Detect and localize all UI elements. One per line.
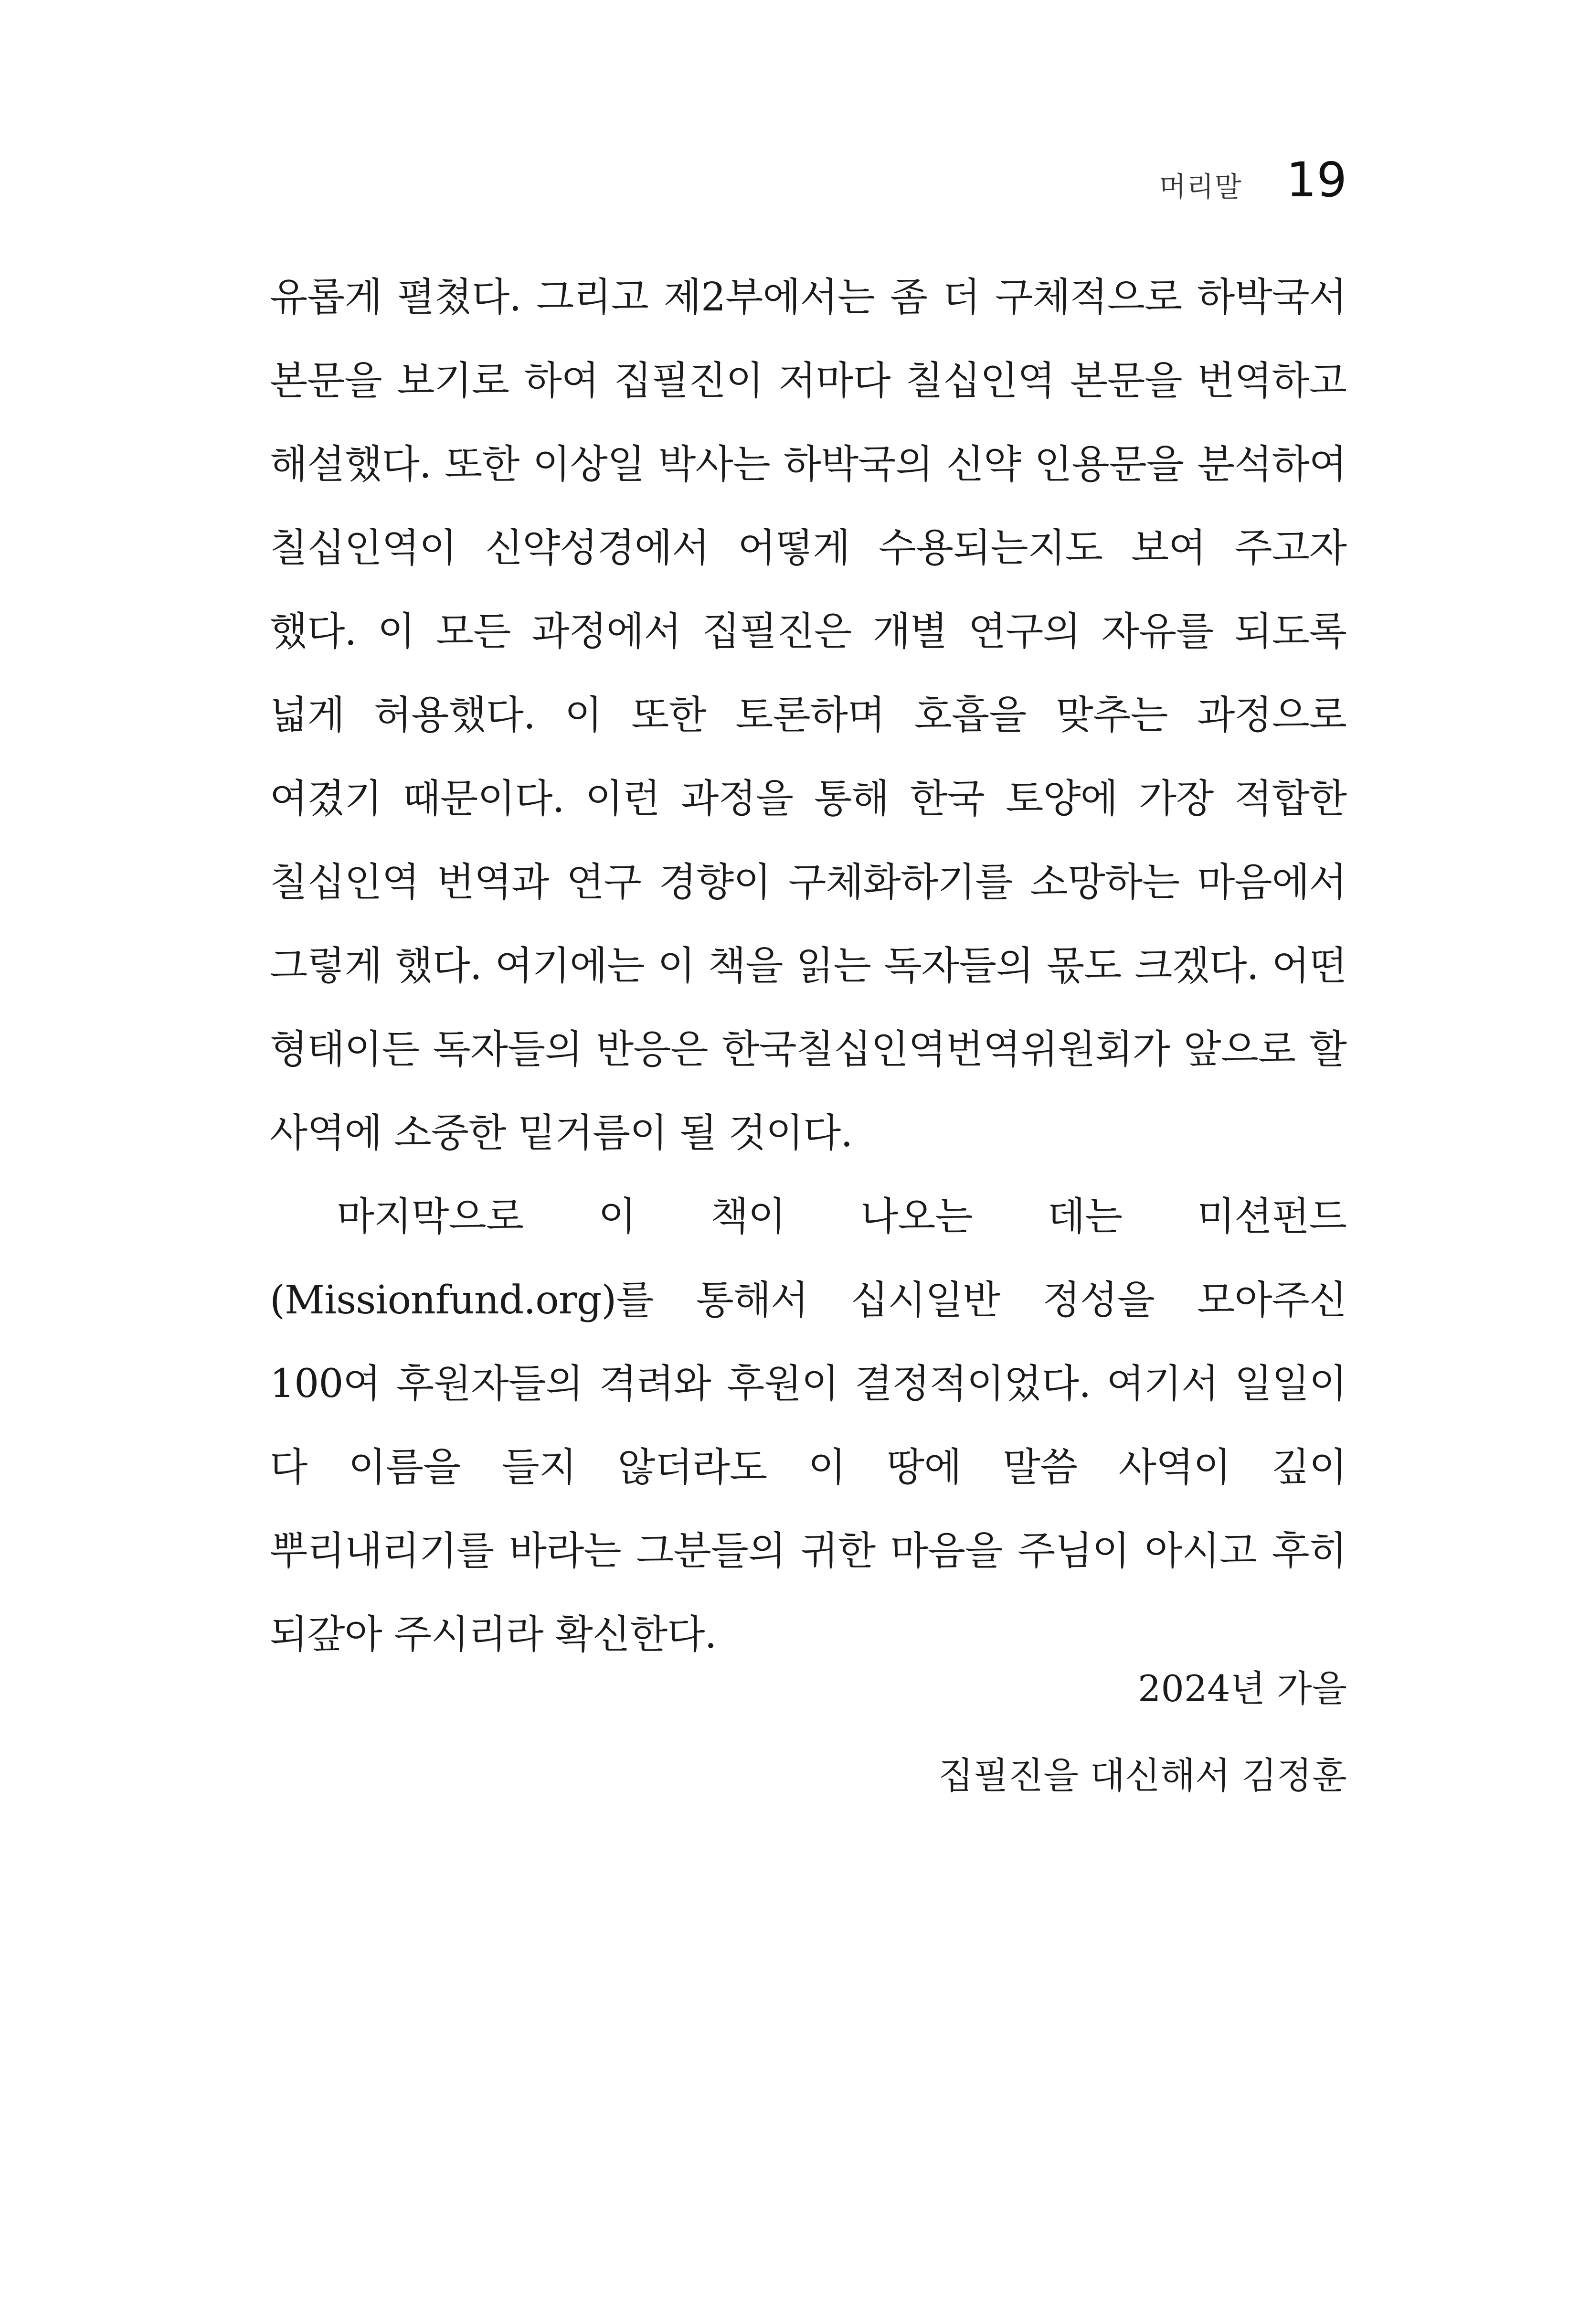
signature-author: 집필진을 대신해서 김정훈 [938, 1754, 1347, 1797]
paragraph-1: 유롭게 펼쳤다. 그리고 제2부에서는 좀 더 구체적으로 하박국서 본문을 보기로 하여 집필진이 저마다 칠십인역 본문을 번역하고 해설했다. 또한 이상일 박사는 하박국의 신약 인용문을 분석하여 칠십인역이 신약성경에서 어떻게 수용되는지도 보여 주고자 했다. 이 모든 과정에서 집필진은 개별 연구의 자유를 되도록 넓게 허용했다. 이 또한 토론하며 호흡을 맞추는 과정으로 여겼기 때문이다. 이런 과정을 통해 한국 토양에 가장 적합한 칠십인역 번역과 연구 경향이 구체화하기를 소망하는 마음에서 그렇게 했다. 여기에는 이 책을 읽는 독자들의 몫도 크겠다. 어떤 형태이든 독자들의 반응은 한국칠십인역번역위원회가 앞으로 할 사역에 소중한 밑거름이 될 것이다. [270, 275, 1346, 1156]
page-header [1159, 152, 1347, 208]
signature [938, 1645, 1347, 1819]
paragraph-2: 마지막으로 이 책이 나오는 데는 미션펀드(Missionfund.org)를 통해서 십시일반 정성을 모아주신 100여 후원자들의 격려와 후원이 결정적이었다. 여기서 일일이 다 이름을 들지 않더라도 이 땅에 말씀 사역이 깊이 뿌리내리기를 바라는 그분들의 귀한 마음을 주님이 아시고 후히 되갚아 주시리라 확신한다. [270, 1194, 1346, 1657]
body-text [270, 256, 1346, 1676]
section-title: 머리말 [1159, 171, 1242, 203]
signature-date: 2024년 가을 [1138, 1667, 1347, 1710]
page-number: 19 [1286, 152, 1347, 208]
